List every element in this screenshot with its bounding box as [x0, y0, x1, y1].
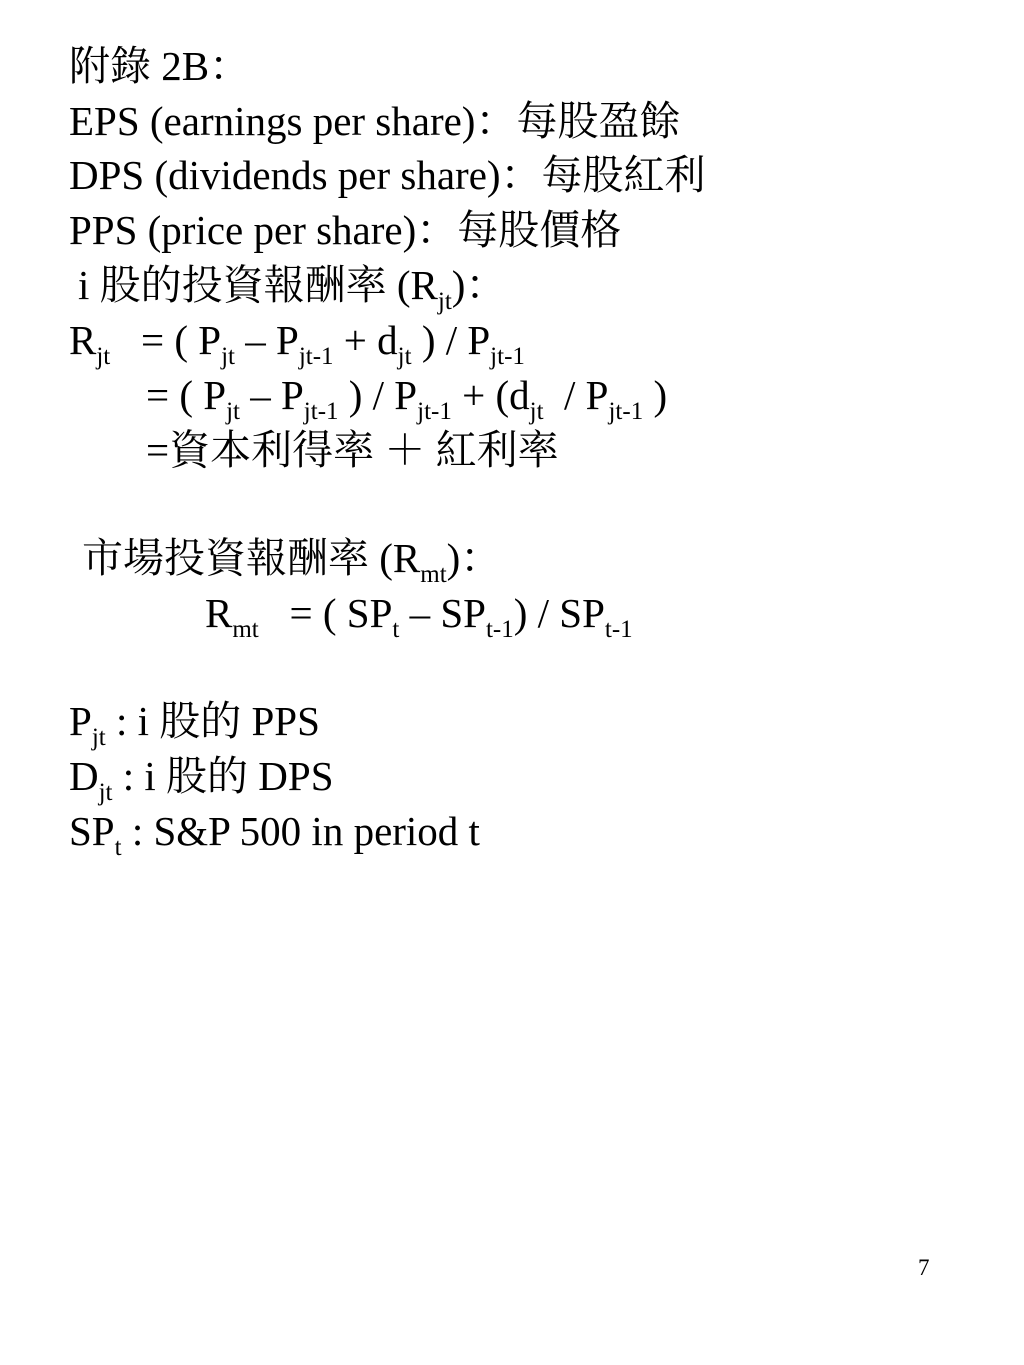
dps-definition: DPS (dividends per share)：每股紅利 — [69, 152, 706, 198]
stock-return-title: i 股的投資報酬率 $(R_{jt})$： — [78, 262, 507, 315]
market-return-formula: $R_{mt}$ = ( $SP_t - SP_{t-1}) / SP_{t-1}$ — [205, 590, 633, 643]
stock-return-formula: $R_{jt}$ = ( $P_{jt} - P_{jt-1} + d_{jt}$ ) / $P_{jt-1}$ — [69, 317, 525, 370]
pps-definition: PPS (price per share)：每股價格 — [69, 207, 622, 253]
appendix-heading: 附錄 2B： — [69, 43, 251, 89]
notation-price: $P_{jt}$ : i 股的 PPS — [69, 698, 320, 751]
notation-dividend: $D_{jt}$ : i 股的 DPS — [69, 753, 334, 806]
stock-return-interpretation: =資本利得率 ＋ 紅利率 — [146, 427, 559, 473]
notation-index: $SP_t$ : S&P 500 in period t — [69, 808, 480, 861]
market-return-title: 市場投資報酬率 $(R_{mt})$： — [82, 535, 502, 588]
page-number: 7 — [918, 1255, 930, 1280]
stock-return-expansion: = ( $P_{jt} - P_{jt-1}$ ) / $P_{jt-1} + (d_{jt} / P_{jt-1}$ ) — [146, 372, 668, 425]
eps-definition: EPS (earnings per share)：每股盈餘 — [69, 98, 681, 144]
